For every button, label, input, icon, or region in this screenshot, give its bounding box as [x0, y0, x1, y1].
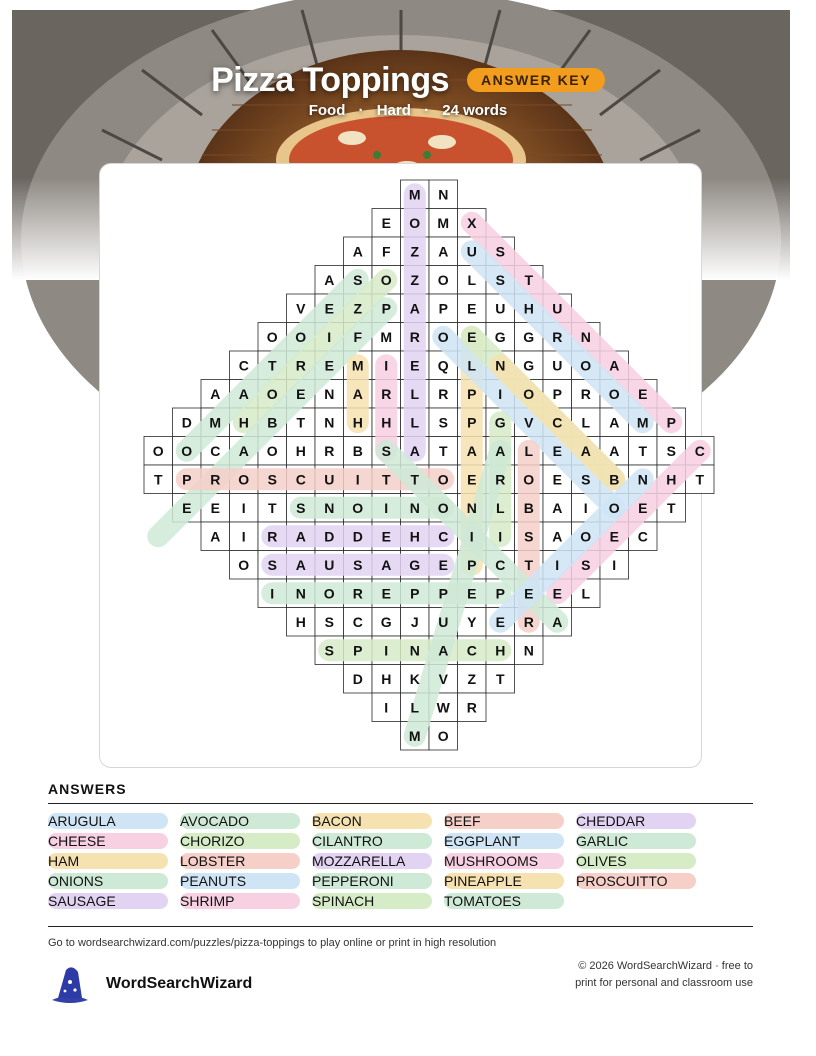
grid-letter: U	[552, 357, 563, 374]
grid-letter: S	[581, 556, 591, 573]
grid-letter: C	[694, 442, 705, 459]
grid-letter: N	[409, 642, 420, 659]
grid-letter: A	[409, 442, 420, 459]
grid-letter: I	[498, 528, 503, 545]
grid-letter: G	[380, 613, 392, 630]
grid-letter: G	[409, 556, 421, 573]
grid-letter: I	[384, 499, 389, 516]
grid-letter: S	[495, 243, 505, 260]
grid-letter: A	[552, 613, 563, 630]
grid-letter: R	[495, 471, 506, 488]
answer-item: PINEAPPLE	[444, 873, 564, 889]
answer-item: SHRIMP	[180, 893, 300, 909]
answer-item: HAM	[48, 853, 168, 869]
grid-letter: R	[210, 471, 221, 488]
grid-letter: R	[438, 385, 449, 402]
grid-letter: C	[552, 414, 563, 431]
grid-letter: I	[583, 499, 588, 516]
grid-letter: A	[295, 528, 306, 545]
footer-note: Go to wordsearchwizard.com/puzzles/pizza-toppings to play online or print in high resolution	[48, 937, 497, 949]
grid-letter: A	[210, 528, 221, 545]
grid-letter: M	[437, 214, 450, 231]
grid-letter: O	[437, 271, 449, 288]
grid-letter: D	[181, 414, 192, 431]
grid-letter: N	[495, 357, 506, 374]
grid-letter: A	[495, 442, 506, 459]
grid-letter: I	[355, 471, 360, 488]
grid-letter: H	[666, 471, 677, 488]
grid-letter: R	[352, 585, 363, 602]
grid-letter: S	[324, 642, 334, 659]
grid-letter: O	[437, 499, 449, 516]
brand[interactable]	[48, 964, 252, 1004]
grid-letter: Z	[410, 243, 420, 260]
grid-letter: M	[351, 357, 364, 374]
grid-letter: L	[495, 499, 505, 516]
grid-letter: I	[498, 385, 503, 402]
grid-letter: C	[295, 471, 306, 488]
grid-letter: O	[437, 471, 449, 488]
grid-letter: T	[381, 471, 391, 488]
grid-letter: R	[552, 328, 563, 345]
answer-item: CHORIZO	[180, 833, 300, 849]
grid-letter: N	[438, 186, 449, 203]
grid-letter: T	[267, 357, 277, 374]
grid-letter: I	[327, 328, 332, 345]
grid-letter: N	[409, 499, 420, 516]
answer-item: TOMATOES	[444, 893, 564, 909]
puzzle-meta	[0, 102, 816, 119]
grid-letter: M	[636, 414, 649, 431]
grid-letter: P	[467, 556, 477, 573]
grid-letter: B	[609, 471, 620, 488]
grid-letter: T	[296, 414, 306, 431]
answer-item: SAUSAGE	[48, 893, 168, 909]
grid-letter: L	[467, 357, 477, 374]
grid-letter: M	[209, 414, 222, 431]
grid-letter: O	[437, 727, 449, 744]
grid-letter: D	[352, 670, 363, 687]
grid-letter: A	[609, 357, 620, 374]
answer-item: CHEESE	[48, 833, 168, 849]
grid-letter: P	[182, 471, 192, 488]
grid-letter: L	[410, 385, 420, 402]
grid-letter: E	[324, 300, 334, 317]
grid-letter: S	[324, 613, 334, 630]
grid-letter: T	[438, 442, 448, 459]
grid-letter: V	[438, 670, 448, 687]
grid-letter: J	[410, 613, 419, 630]
grid-letter: I	[612, 556, 617, 573]
answer-item: ARUGULA	[48, 813, 168, 829]
grid-letter: S	[381, 442, 391, 459]
grid-letter: R	[295, 357, 306, 374]
grid-letter: O	[266, 385, 278, 402]
answer-item: BACON	[312, 813, 432, 829]
grid-letter: W	[436, 699, 450, 716]
grid-letter: V	[296, 300, 306, 317]
grid-letter: T	[695, 471, 705, 488]
puzzle-card	[99, 163, 705, 768]
grid-letter: S	[296, 499, 306, 516]
grid-letter: P	[381, 300, 391, 317]
grid-letter: E	[381, 585, 391, 602]
grid-letter: E	[638, 499, 648, 516]
grid-letter: H	[295, 442, 306, 459]
divider	[48, 803, 753, 804]
grid-letter: A	[552, 499, 563, 516]
divider	[48, 926, 753, 927]
grid-letter: H	[381, 414, 392, 431]
grid-letter: E	[324, 357, 334, 374]
grid-letter: B	[523, 499, 534, 516]
grid-letter: O	[608, 385, 620, 402]
grid-letter: E	[467, 471, 477, 488]
grid-letter: C	[438, 528, 449, 545]
grid-letter: E	[438, 556, 448, 573]
grid-letter: N	[324, 385, 335, 402]
grid-letter: I	[555, 556, 560, 573]
grid-letter: E	[296, 385, 306, 402]
grid-letter: M	[408, 727, 421, 744]
answer-item: SPINACH	[312, 893, 432, 909]
answer-item: OLIVES	[576, 853, 696, 869]
grid-letter: C	[352, 613, 363, 630]
grid-letter: L	[410, 414, 420, 431]
grid-letter: R	[466, 699, 477, 716]
grid-letter: A	[238, 385, 249, 402]
grid-letter: I	[241, 528, 246, 545]
grid-letter: T	[524, 556, 534, 573]
grid-letter: O	[352, 499, 364, 516]
answer-item: AVOCADO	[180, 813, 300, 829]
answer-item: BEEF	[444, 813, 564, 829]
grid-letter: B	[352, 442, 363, 459]
grid-letter: A	[238, 442, 249, 459]
answer-item: ONIONS	[48, 873, 168, 889]
grid-letter: S	[353, 556, 363, 573]
grid-letter: P	[438, 300, 448, 317]
grid-letter: D	[352, 528, 363, 545]
grid-letter: R	[580, 385, 591, 402]
grid-letter: P	[467, 385, 477, 402]
grid-letter: H	[352, 414, 363, 431]
answer-item: EGGPLANT	[444, 833, 564, 849]
word-count-label: 24 words	[442, 102, 508, 119]
grid-letter: E	[210, 499, 220, 516]
grid-letter: T	[153, 471, 163, 488]
grid-letter: Y	[467, 613, 477, 630]
word-search-grid[interactable]	[100, 164, 703, 769]
answer-item: CHEDDAR	[576, 813, 696, 829]
grid-letter: E	[552, 471, 562, 488]
grid-letter: R	[409, 328, 420, 345]
grid-letter: E	[182, 499, 192, 516]
grid-letter: C	[637, 528, 648, 545]
grid-letter: C	[210, 442, 221, 459]
grid-letter: O	[323, 585, 335, 602]
grid-letter: P	[353, 642, 363, 659]
grid-letter: N	[324, 499, 335, 516]
grid-letter: N	[523, 642, 534, 659]
grid-letter: U	[324, 471, 335, 488]
grid-letter: E	[381, 528, 391, 545]
grid-letter: U	[438, 613, 449, 630]
grid-letter: R	[381, 385, 392, 402]
grid-letter: B	[267, 414, 278, 431]
grid-letter: E	[524, 585, 534, 602]
answer-item: CILANTRO	[312, 833, 432, 849]
copyright-text: © 2026 WordSearchWizard · free to print for personal and classroom use	[575, 960, 753, 989]
grid-letter: S	[438, 414, 448, 431]
grid-letter: T	[495, 670, 505, 687]
grid-letter: E	[552, 442, 562, 459]
grid-letter: A	[609, 414, 620, 431]
grid-letter: R	[523, 613, 534, 630]
grid-letter: S	[267, 556, 277, 573]
grid-letter: X	[467, 214, 477, 231]
grid-letter: O	[238, 471, 250, 488]
grid-letter: T	[638, 442, 648, 459]
grid-letter: H	[381, 670, 392, 687]
grid-letter: G	[523, 357, 535, 374]
grid-letter: H	[238, 414, 249, 431]
grid-letter: A	[438, 243, 449, 260]
grid-letter: T	[267, 499, 277, 516]
grid-letter: O	[580, 357, 592, 374]
grid-letter: M	[380, 328, 393, 345]
grid-letter: I	[384, 642, 389, 659]
grid-letter: S	[581, 471, 591, 488]
grid-letter: A	[552, 528, 563, 545]
grid-letter: O	[181, 442, 193, 459]
grid-letter: R	[267, 528, 278, 545]
grid-letter: I	[270, 585, 275, 602]
grid-letter: O	[380, 271, 392, 288]
grid-letter: T	[666, 499, 676, 516]
answer-item: PEANUTS	[180, 873, 300, 889]
grid-letter: E	[552, 585, 562, 602]
grid-letter: E	[495, 613, 505, 630]
grid-letter: P	[495, 585, 505, 602]
grid-letter: A	[438, 642, 449, 659]
grid-letter: D	[324, 528, 335, 545]
grid-letter: S	[524, 528, 534, 545]
grid-letter: A	[210, 385, 221, 402]
grid-letter: N	[637, 471, 648, 488]
category-label: Food	[308, 102, 346, 119]
wizard-hat-icon	[48, 964, 92, 1004]
grid-letter: L	[410, 699, 420, 716]
grid-letter: O	[580, 528, 592, 545]
grid-letter: O	[608, 499, 620, 516]
answer-key-badge: ANSWER KEY	[467, 68, 605, 92]
grid-letter: S	[267, 471, 277, 488]
grid-letter: O	[238, 556, 250, 573]
grid-letter: Z	[467, 670, 477, 687]
grid-letter: Z	[353, 300, 363, 317]
grid-letter: Z	[410, 271, 420, 288]
grid-letter: C	[495, 556, 506, 573]
grid-letter: H	[409, 528, 420, 545]
grid-letter: L	[581, 585, 591, 602]
grid-letter: A	[381, 556, 392, 573]
grid-letter: O	[523, 385, 535, 402]
grid-letter: A	[295, 556, 306, 573]
grid-letter: F	[353, 328, 363, 345]
grid-letter: A	[352, 243, 363, 260]
grid-letter: H	[495, 642, 506, 659]
grid-letter: U	[552, 300, 563, 317]
grid-letter: L	[581, 414, 591, 431]
grid-letter: G	[494, 414, 506, 431]
brand-name: WordSearchWizard	[106, 975, 253, 992]
grid-letter: P	[552, 385, 562, 402]
grid-letter: S	[353, 271, 363, 288]
separator-dot: ·	[358, 102, 364, 119]
grid-letter: A	[352, 385, 363, 402]
grid-letter: V	[524, 414, 534, 431]
grid-letter: M	[408, 186, 421, 203]
grid-letter: U	[466, 243, 477, 260]
grid-letter: O	[523, 471, 535, 488]
grid-letter: U	[495, 300, 506, 317]
answer-item: PROSCUITTO	[576, 873, 696, 889]
grid-letter: P	[666, 414, 676, 431]
grid-letter: N	[324, 414, 335, 431]
grid-letter: Q	[437, 357, 449, 374]
grid-letter: R	[324, 442, 335, 459]
grid-letter: E	[467, 300, 477, 317]
grid-letter: N	[466, 499, 477, 516]
grid-letter: E	[638, 385, 648, 402]
grid-letter: A	[324, 271, 335, 288]
grid-letter: I	[384, 357, 389, 374]
grid-letter: P	[438, 585, 448, 602]
grid-letter: O	[437, 328, 449, 345]
grid-letter: H	[523, 300, 534, 317]
grid-letter: O	[295, 328, 307, 345]
grid-letter: F	[381, 243, 391, 260]
grid-letter: G	[523, 328, 535, 345]
grid-letter: O	[266, 328, 278, 345]
grid-letter: K	[409, 670, 420, 687]
grid-letter: L	[524, 442, 534, 459]
grid-letter: N	[295, 585, 306, 602]
grid-letter: U	[324, 556, 335, 573]
grid-letter: T	[524, 271, 534, 288]
grid-letter: S	[495, 271, 505, 288]
grid-letter: A	[609, 442, 620, 459]
answers-heading: ANSWERS	[48, 781, 127, 797]
grid-letter: H	[295, 613, 306, 630]
answer-item: LOBSTER	[180, 853, 300, 869]
grid-letter: E	[467, 328, 477, 345]
grid-letter: L	[467, 271, 477, 288]
answer-item: GARLIC	[576, 833, 696, 849]
grid-letter: C	[466, 642, 477, 659]
grid-letter: N	[580, 328, 591, 345]
page-title: Pizza Toppings	[211, 60, 450, 99]
grid-letter: C	[238, 357, 249, 374]
grid-letter: E	[467, 585, 477, 602]
separator-dot: ·	[424, 102, 430, 119]
grid-letter: A	[580, 442, 591, 459]
grid-letter: I	[384, 699, 389, 716]
grid-letter: E	[609, 528, 619, 545]
title-row	[0, 60, 816, 100]
grid-letter: P	[467, 414, 477, 431]
grid-letter: I	[241, 499, 246, 516]
answer-item: MUSHROOMS	[444, 853, 564, 869]
grid-letter: E	[381, 214, 391, 231]
grid-letter: O	[152, 442, 164, 459]
grid-letter: S	[666, 442, 676, 459]
grid-letter: E	[410, 357, 420, 374]
grid-letter: T	[410, 471, 420, 488]
answer-item: PEPPERONI	[312, 873, 432, 889]
answer-item: MOZZARELLA	[312, 853, 432, 869]
grid-letter: O	[409, 214, 421, 231]
grid-letter: I	[469, 528, 474, 545]
grid-letter: A	[409, 300, 420, 317]
difficulty-label: Hard	[376, 102, 411, 119]
grid-letter: O	[266, 442, 278, 459]
grid-letter: A	[466, 442, 477, 459]
grid-letter: G	[494, 328, 506, 345]
grid-letter: P	[410, 585, 420, 602]
